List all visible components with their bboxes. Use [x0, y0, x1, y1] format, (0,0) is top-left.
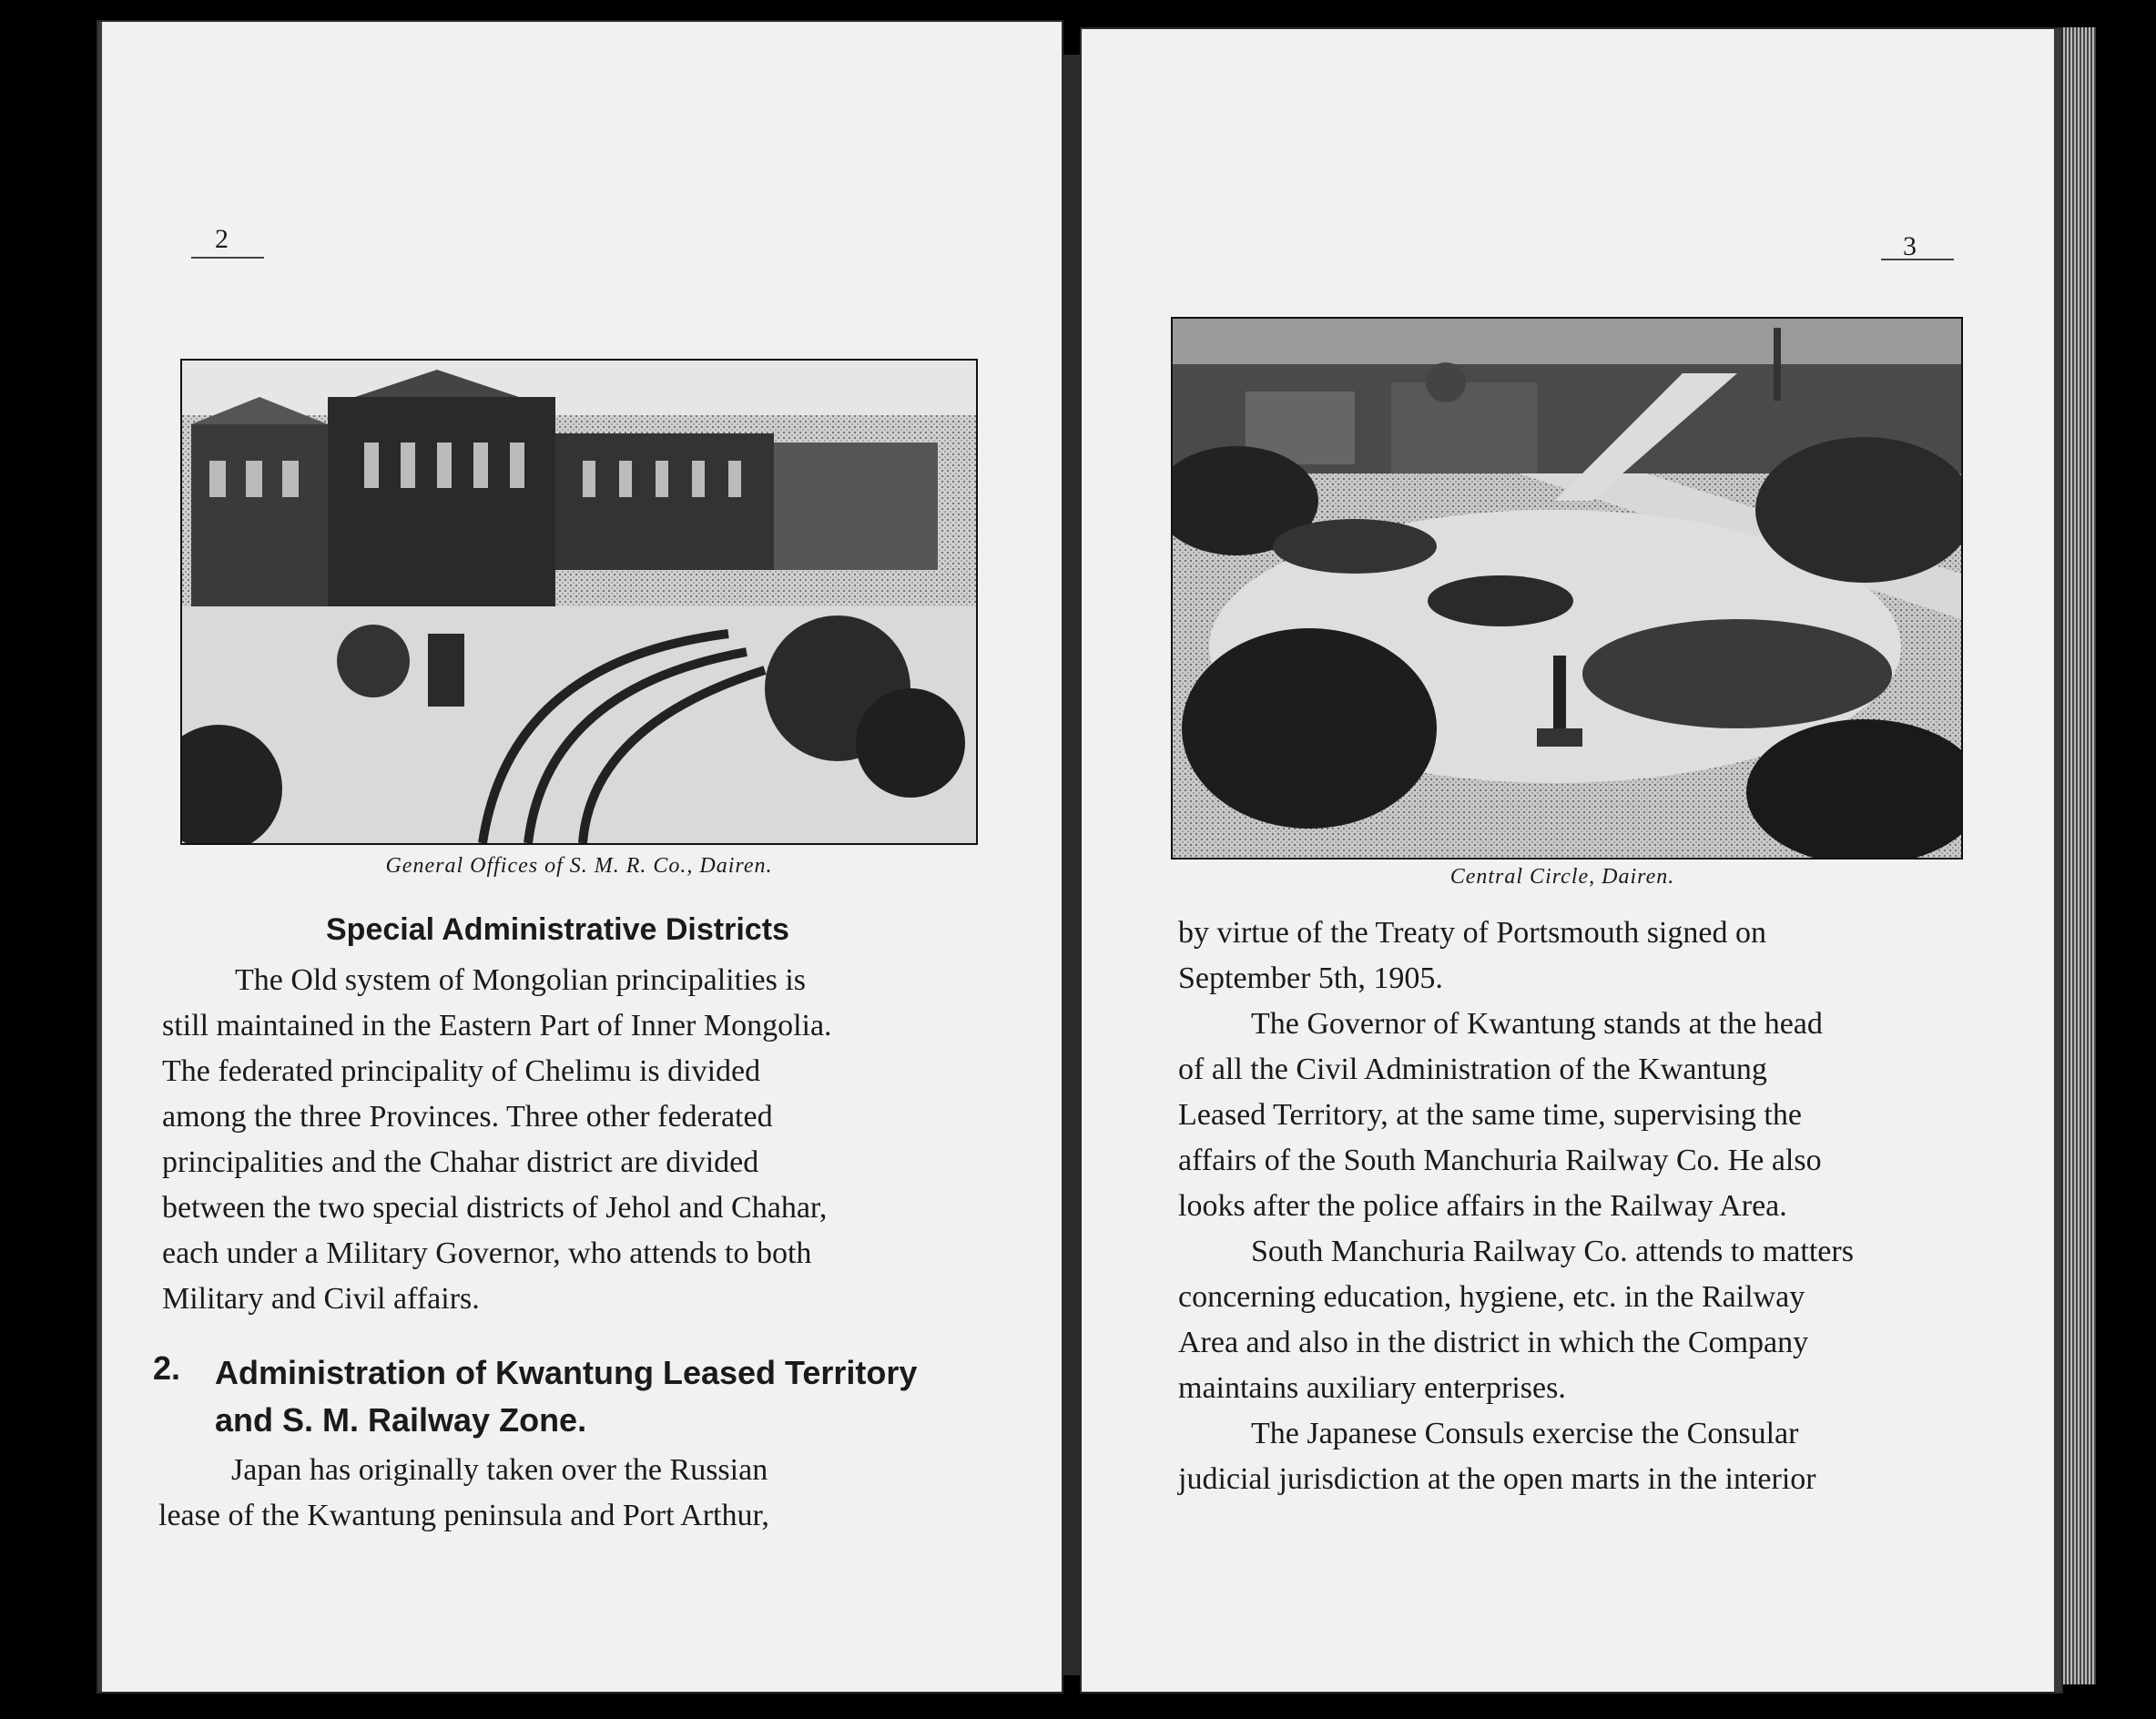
text-line: maintains auxiliary enterprises. — [1178, 1371, 1566, 1405]
paragraph-text — [1178, 910, 1958, 1002]
text-line: looks after the police affairs in the Railway Area. — [1178, 1189, 1787, 1223]
text-line: affairs of the South Manchuria Railway Co. He also — [1178, 1144, 1822, 1177]
paragraph-text — [1178, 1411, 1958, 1502]
text-line: Military and Civil affairs. — [162, 1282, 480, 1316]
text-line: Leased Territory, at the same time, supervising the — [1178, 1098, 1802, 1132]
paragraph-text — [1178, 1229, 1958, 1411]
text-line: South Manchuria Railway Co. attends to matters — [1251, 1235, 1854, 1268]
text-line: The Governor of Kwantung stands at the head — [1251, 1007, 1823, 1041]
text-line: Area and also in the district in which the Company — [1178, 1326, 1809, 1359]
text-line: September 5th, 1905. — [1178, 961, 1443, 995]
text-line: by virtue of the Treaty of Portsmouth signed on — [1178, 916, 1766, 950]
paragraph-governor — [1178, 1002, 1958, 1229]
section-title — [215, 1349, 917, 1444]
left-page — [97, 20, 1063, 1694]
text-line: judicial jurisdiction at the open marts in the interior — [1178, 1462, 1816, 1496]
page-number-rule — [1881, 259, 1954, 260]
paragraph-consuls — [1178, 1411, 1958, 1502]
text-line: still maintained in the Eastern Part of Inner Mongolia. — [162, 1009, 832, 1043]
section-heading: Special Administrative Districts — [326, 912, 789, 947]
paragraph-text — [1178, 1002, 1958, 1229]
paragraph-japan-lease — [158, 1448, 951, 1539]
text-line: principalities and the Chahar district are divided — [162, 1145, 759, 1179]
text-line: each under a Military Governor, who attends to both — [162, 1236, 812, 1270]
photo-caption: General Offices of S. M. R. Co., Dairen. — [385, 854, 773, 878]
paragraph-text — [158, 1448, 951, 1539]
paragraph-mongolia — [162, 958, 954, 1322]
page-edges — [2059, 27, 2096, 1684]
section-title-line: and S. M. Railway Zone. — [215, 1401, 587, 1439]
text-line: concerning education, hygiene, etc. in the Railway — [1178, 1280, 1805, 1314]
paragraph-text — [162, 958, 954, 1322]
text-line: of all the Civil Administration of the Kwantung — [1178, 1053, 1767, 1086]
text-line: between the two special districts of Jehol and Chahar, — [162, 1191, 828, 1225]
page-number-rule — [191, 257, 264, 259]
page-number: 2 — [215, 224, 229, 254]
photo-general-offices — [180, 359, 978, 845]
photo-caption: Central Circle, Dairen. — [1449, 865, 1675, 889]
page-number: 3 — [1903, 231, 1917, 261]
text-line: The federated principality of Chelimu is divided — [162, 1054, 761, 1088]
text-line: among the three Provinces. Three other federated — [162, 1100, 773, 1134]
photo-central-circle — [1171, 317, 1963, 860]
section-number: 2. — [153, 1349, 181, 1387]
text-line: lease of the Kwantung peninsula and Port Arthur, — [158, 1499, 769, 1532]
section-title-line: Administration of Kwantung Leased Territory — [215, 1354, 918, 1391]
right-page — [1080, 27, 2063, 1694]
text-line: The Old system of Mongolian principalities is — [235, 963, 807, 997]
paragraph-treaty — [1178, 910, 1958, 1002]
text-line: Japan has originally taken over the Russian — [231, 1453, 768, 1487]
paragraph-smr-co — [1178, 1229, 1958, 1411]
text-line: The Japanese Consuls exercise the Consular — [1251, 1417, 1799, 1450]
